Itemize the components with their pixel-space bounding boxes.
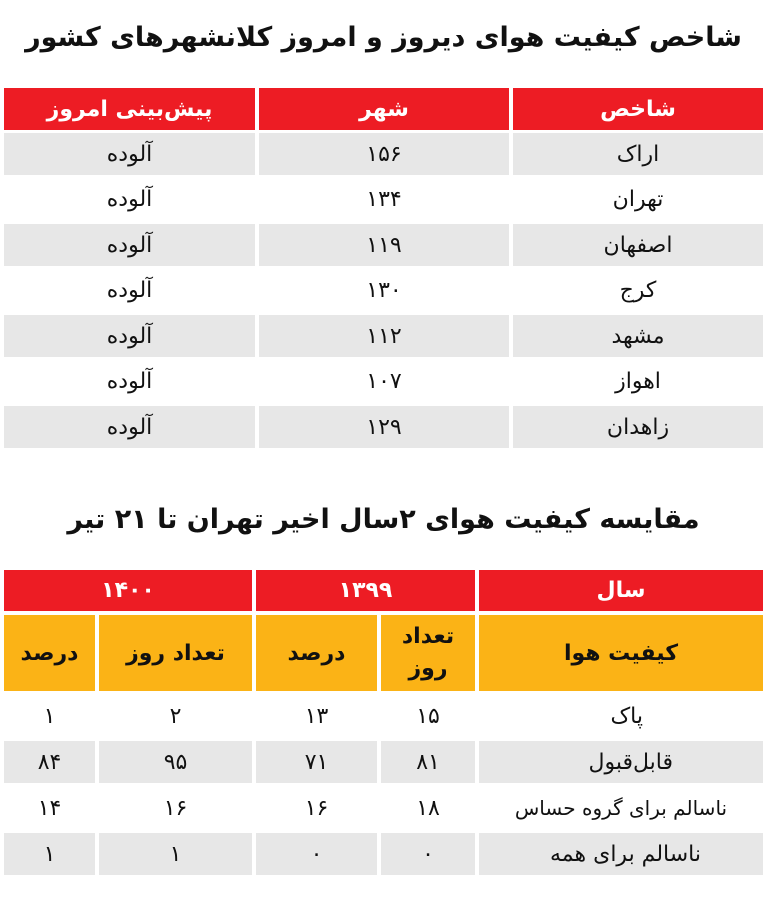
city-name: اصفهان [513,224,763,266]
table-row [4,406,763,448]
header-forecast: پیش‌بینی امروز [4,88,255,130]
percent-1399: ۱۶ [256,787,377,829]
percent-1400: ۱ [4,833,95,875]
percent-label-1399: درصد [256,615,377,691]
table-row [4,178,763,220]
days-label-1400: تعداد روز [99,615,252,691]
forecast-value: آلوده [4,178,255,220]
quality-category: پاک [479,695,763,737]
aqi-value: ۱۱۹ [259,224,509,266]
year-1400: ۱۴۰۰ [4,570,252,611]
days-1400: ۹۵ [99,741,252,783]
table-row [4,224,763,266]
days-label-1399: تعداد روز [381,615,475,691]
percent-label-1400: درصد [4,615,95,691]
table-row [4,133,763,175]
percent-1399: ۰ [256,833,377,875]
aqi-value: ۱۲۹ [259,406,509,448]
city-name: زاهدان [513,406,763,448]
percent-1399: ۷۱ [256,741,377,783]
table-row [4,269,763,311]
days-1400: ۱ [99,833,252,875]
forecast-value: آلوده [4,315,255,357]
table1-header-row [4,88,763,130]
table2-title: مقایسه کیفیت هوای ۲سال اخیر تهران تا ۲۱ تیر [67,504,700,535]
forecast-value: آلوده [4,269,255,311]
aqi-value: ۱۰۷ [259,360,509,402]
header-city: شهر [259,88,509,130]
year-label: سال [479,570,763,611]
quality-category: ناسالم برای همه [479,833,763,875]
aqi-value: ۱۱۲ [259,315,509,357]
city-name: تهران [513,178,763,220]
air-quality-label: کیفیت هوا [479,615,763,691]
table1-title: شاخص کیفیت هوای دیروز و امروز کلانشهرهای کشور [25,22,742,53]
days-1399: ۸۱ [381,741,475,783]
aqi-value: ۱۳۰ [259,269,509,311]
year-1399: ۱۳۹۹ [256,570,475,611]
percent-1400: ۱۴ [4,787,95,829]
city-name: کرج [513,269,763,311]
city-name: اهواز [513,360,763,402]
aqi-value: ۱۵۶ [259,133,509,175]
quality-category: ناسالم برای گروه حساس [479,787,763,829]
forecast-value: آلوده [4,360,255,402]
forecast-value: آلوده [4,133,255,175]
days-1400: ۲ [99,695,252,737]
header-index: شاخص [513,88,763,130]
days-1399: ۰ [381,833,475,875]
table-row [4,360,763,402]
forecast-value: آلوده [4,224,255,266]
quality-category: قابل‌قبول [479,741,763,783]
city-name: اراک [513,133,763,175]
days-1400: ۱۶ [99,787,252,829]
percent-1400: ۸۴ [4,741,95,783]
comparison-table [4,570,763,890]
percent-1400: ۱ [4,695,95,737]
city-name: مشهد [513,315,763,357]
table-row [4,315,763,357]
forecast-value: آلوده [4,406,255,448]
percent-1399: ۱۳ [256,695,377,737]
days-1399: ۱۵ [381,695,475,737]
days-1399: ۱۸ [381,787,475,829]
aqi-value: ۱۳۴ [259,178,509,220]
